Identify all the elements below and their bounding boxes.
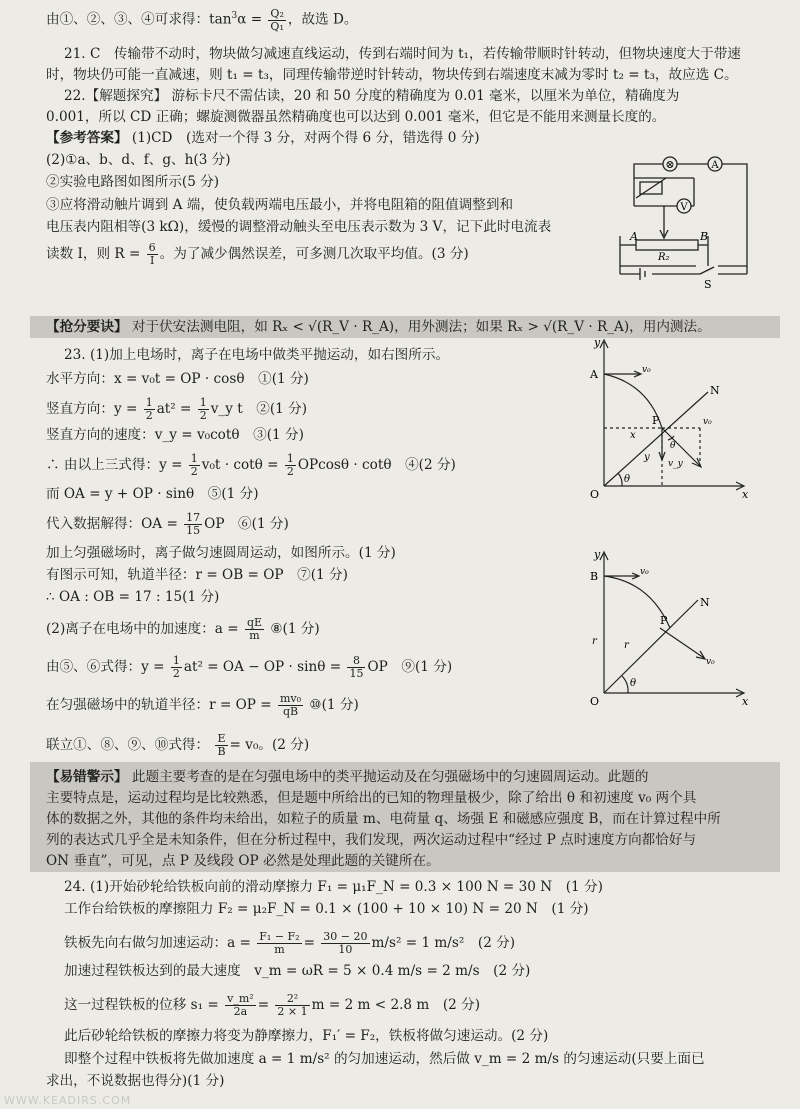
point-b-label: B — [590, 570, 599, 583]
fraction: $\frac{17}{15}$ — [186, 511, 201, 537]
v0-label: v₀ — [640, 567, 649, 577]
text-line: 0.001，所以 CD 正确；螺旋测微器虽然精确度也可以达到 0.001 毫米，但它是不能用来测量长度的。 — [46, 109, 666, 125]
fraction: $\frac{\text{F₁ − F₂}}{m}$ — [259, 930, 300, 956]
v0-label: v₀ — [642, 365, 651, 375]
text-line: 而 OA = y + OP · sinθ ⑤(1 分) — [46, 486, 259, 502]
text-line: 列的表达式几乎全是未知条件，但在分析过程中，我们发现，两次运动过程中“经过 P 点时速度方向都恰好与 — [46, 832, 697, 848]
text-line: 此后砂轮给铁板的摩擦力将变为静摩擦力，F₁′ = F₂，铁板将做匀速运动。(2 分) — [64, 1028, 549, 1044]
text-line: 读数 I，则 R = $\frac{6}{I}$ 。为了减少偶然误差，可多测几次取平均值。(3 分) — [46, 241, 469, 267]
origin-label: O — [590, 488, 600, 501]
text-line: 竖直方向：y = $\frac{1}{2}$ at² = $\frac{1}{2}$ v_y t ②(1 分) — [46, 396, 308, 422]
text-line: ∴ 由以上三式得：y = $\frac{1}{2}$ v₀t · cotθ = $\frac{1}{2}$ OPcosθ · cotθ ④(2 分) — [46, 452, 456, 478]
fraction: $\frac{\text{2²}}{2 \times 1}$ — [277, 992, 308, 1018]
text-line: 代入数据解得：OA = $\frac{17}{15}$ OP ⑥(1 分) — [46, 511, 289, 537]
fraction: $\frac{\text{v\_m²}}{2a}$ — [227, 992, 254, 1018]
fraction: $\frac{1}{2}$ — [145, 396, 153, 422]
theta-label: θ — [624, 474, 631, 485]
point-n-label: N — [700, 596, 710, 609]
v0-right-label: v₀ — [703, 417, 712, 427]
text-line: 即整个过程中铁板将先做加速度 a = 1 m/s² 的匀加速运动，然后做 v_m = 2 m/s 的匀速运动(只要上面已 — [64, 1051, 705, 1067]
text-line: 【易错警示】 此题主要考查的是在匀强电场中的类平抛运动及在匀强磁场中的匀速圆周运动。此题的 — [46, 769, 649, 785]
text-line: 电压表内阻相等(3 kΩ)，缓慢的调整滑动触头至电压表示数为 3 V，记下此时电流表 — [46, 219, 552, 235]
v0-bottom-label: v₀ — [706, 657, 715, 667]
text-line: 有图示可知，轨道半径：r = OB = OP ⑦(1 分) — [46, 567, 348, 583]
fraction: $\frac{1}{2}$ — [199, 396, 207, 422]
text-line: 在匀强磁场中的轨道半径：r = OP = $\frac{\text{mv₀}}{qB}$ ⑩(1 分) — [46, 692, 359, 718]
radius-label: r — [592, 636, 597, 647]
text-line: 时，物块仍可能一直减速，则 t₁ = t₃，同理传输带逆时针转动，物块传到右端速度末减为零时 t₂ = t₃，故应选 C。 — [46, 67, 738, 83]
point-a-label: A — [590, 368, 598, 381]
ammeter-label: A — [711, 160, 719, 171]
text-line: 体的数据之外，其他的条件均未给出，如粒子的质量 m、电荷量 q、场强 E 和磁感应强度 B，而在计算过程中所 — [46, 811, 721, 827]
vy-label: v_y — [668, 459, 683, 469]
fraction: $\frac{30 - 20}{10}$ — [323, 930, 368, 956]
text-line: ∴ OA : OB = 17 : 15(1 分) — [46, 589, 220, 605]
text-line: 求出，不说数据也得分)(1 分) — [46, 1073, 225, 1089]
fraction: $\frac{\text{Q₂}}{\text{Q₁}}$ — [270, 6, 284, 33]
point-b-label: B — [700, 230, 709, 243]
fraction: $\frac{E}{B}$ — [217, 732, 226, 758]
x-axis-label: x — [742, 695, 749, 708]
text-line: 22.【解题探究】 游标卡尺不需估读，20 和 50 分度的精确度为 0.01 毫米，以厘米为单位，精确度为 — [64, 88, 680, 104]
switch-label: S — [704, 278, 712, 291]
text-line: 【参考答案】 (1)CD (选对一个得 3 分，对两个得 6 分，错选得 0 分) — [46, 130, 480, 146]
circuit-diagram — [600, 156, 770, 291]
y-axis-label: y — [594, 336, 601, 349]
text-line: 21. C 传输带不动时，物块做匀减速直线运动，传到右端时间为 t₁，若传输带顺时针转动，但物块速度大于带速 — [64, 46, 741, 62]
fraction: $\frac{qE}{m}$ — [246, 616, 263, 642]
point-a-label: A — [630, 230, 638, 243]
point-n-label: N — [710, 384, 720, 397]
text-line: 主要特点是，运动过程均是比较熟悉，但是题中所给出的已知的物理量极少，除了给出 θ 和初速度 v₀ 两个具 — [46, 790, 697, 806]
text-line: ③应将滑动触片调到 A 端，使负载两端电压最小，并将电阻箱的阻值调整到和 — [46, 197, 514, 213]
text-line: 加速过程铁板达到的最大速度 v_m = ωR = 5 × 0.4 m/s = 2 m/s (2 分) — [64, 963, 531, 979]
text-line: 这一过程铁板的位移 s₁ = $\frac{\text{v\_m²}}{2a}$ = $\frac{\text{2²}}{2 \times 1}$ m = 2 m < 2.8 m (2 分) — [64, 992, 481, 1018]
y-axis-label: y — [594, 548, 601, 561]
x-axis-label: x — [742, 488, 749, 501]
text-line: 加上匀强磁场时，离子做匀速圆周运动，如图所示。(1 分) — [46, 545, 396, 561]
r2-label: R₂ — [658, 252, 670, 263]
fraction: $\frac{\text{mv₀}}{qB}$ — [280, 692, 302, 718]
text-line: 联立①、⑧、⑨、⑩式得： $\frac{E}{B}$ = v₀。(2 分) — [46, 732, 310, 758]
radius-label: r — [624, 640, 629, 651]
fraction: $\frac{1}{2}$ — [172, 654, 180, 680]
text-line: 由⑤、⑥式得：y = $\frac{1}{2}$ at² = OA − OP · sinθ = $\frac{8}{15}$ OP ⑨(1 分) — [46, 654, 453, 680]
point-p-label: P — [660, 614, 668, 627]
section-tag: 【抢分要诀】 — [46, 319, 128, 335]
voltmeter-label: V — [680, 202, 688, 213]
text-line: 铁板先向右做匀加速运动：a = $\frac{\text{F₁ − F₂}}{m}$ = $\frac{30 - 20}{10}$ m/s² = 1 m/s² (2 分) — [64, 930, 516, 956]
text-line: ON 垂直”，可见，点 P 及线段 OP 必然是处理此题的关键所在。 — [46, 853, 440, 869]
section-tag: 【参考答案】 — [46, 130, 128, 146]
x-mid-label: x — [630, 430, 636, 441]
electric-field-diagram — [578, 336, 758, 501]
point-p-label: P — [652, 414, 660, 427]
fraction: $\frac{6}{I}$ — [148, 241, 156, 267]
magnetic-field-diagram — [578, 548, 758, 708]
origin-label: O — [590, 695, 600, 708]
text-line: 工作台给铁板的摩擦阻力 F₂ = μ₂F_N = 0.1 × (100 + 10 × 10) N = 20 N (1 分) — [64, 901, 589, 917]
text-line: (2)离子在电场中的加速度：a = $\frac{qE}{m}$ ⑧(1 分) — [46, 616, 320, 642]
fraction: $\frac{1}{2}$ — [190, 452, 198, 478]
text-line: 竖直方向的速度：v_y = v₀cotθ ③(1 分) — [46, 427, 304, 443]
text-line: 【抢分要诀】 对于伏安法测电阻，如 Rₓ < √(R_V · R_A)，用外测法；如果 Rₓ > √(R_V · R_A)，用内测法。 — [46, 319, 711, 335]
text-line: 水平方向：x = v₀t = OP · cosθ ①(1 分) — [46, 371, 309, 387]
fraction: $\frac{8}{15}$ — [349, 654, 364, 680]
section-tag: 【易错警示】 — [46, 769, 128, 785]
lamp-symbol: ⊗ — [665, 158, 675, 171]
watermark: WWW.KEADIRS.COM — [4, 1094, 132, 1107]
text-line: 24. (1)开始砂轮给铁板向前的滑动摩擦力 F₁ = μ₁F_N = 0.3 × 100 N = 30 N (1 分) — [64, 879, 603, 895]
fraction: $\frac{1}{2}$ — [286, 452, 294, 478]
y-mid-label: y — [644, 452, 650, 463]
text-line: 23. (1)加上电场时，离子在电场中做类平抛运动，如右图所示。 — [64, 347, 450, 363]
text-line: (2)①a、b、d、f、g、h(3 分) — [46, 152, 231, 168]
theta2-label: θ — [670, 441, 676, 451]
theta-label: θ — [630, 678, 637, 689]
text-line: ②实验电路图如图所示(5 分) — [46, 174, 220, 190]
text-line: 由①、②、③、④可求得：$\tan^3\alpha$ = $\frac{\text{Q₂}}{\text{Q₁}}$ ，故选 D。 — [46, 6, 358, 33]
